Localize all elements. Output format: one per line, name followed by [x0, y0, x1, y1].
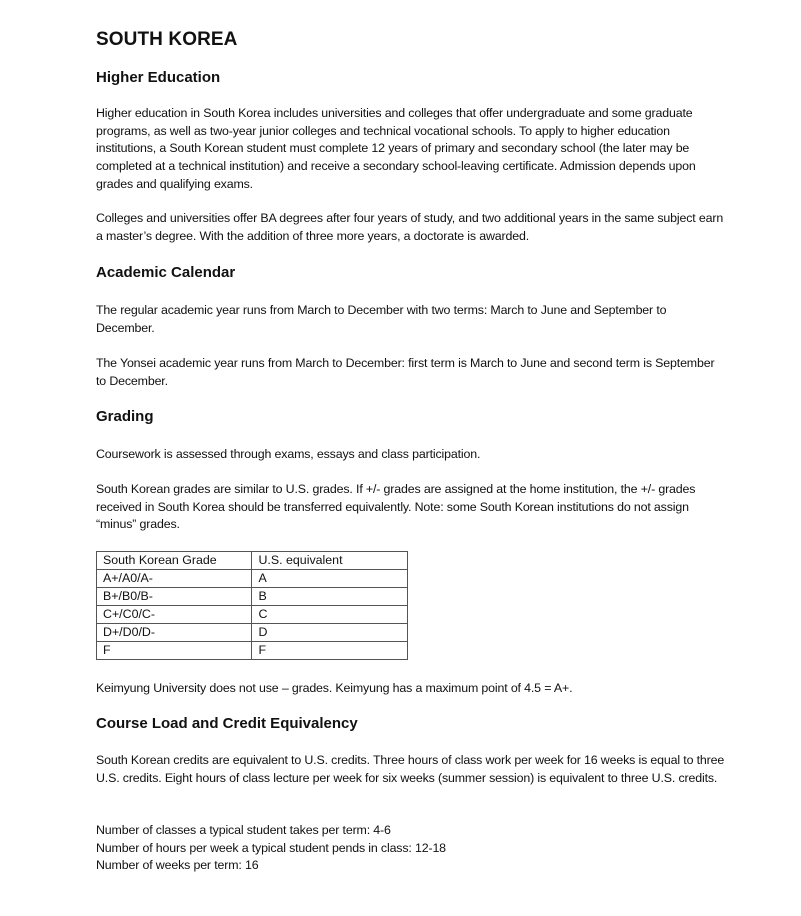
table-cell: A+/A0/A-	[97, 570, 252, 588]
fact-line: Number of classes a typical student takes per term: 4-6	[96, 823, 391, 837]
heading-course-load: Course Load and Credit Equivalency	[96, 715, 358, 732]
page-title: SOUTH KOREA	[96, 29, 238, 50]
paragraph: The regular academic year runs from March to December with two terms: March to June and September to December.	[96, 303, 667, 335]
paragraph: The Yonsei academic year runs from March to December: first term is March to June and second term is September to December.	[96, 356, 715, 388]
table-header-cell: U.S. equivalent	[252, 552, 408, 570]
table-cell: B	[252, 588, 408, 606]
grade-conversion-table	[96, 551, 408, 660]
table-cell: D	[252, 624, 408, 642]
table-cell: D+/D0/D-	[97, 624, 252, 642]
paragraph-keimyung-note: Keimyung University does not use – grades. Keimyung has a maximum point of 4.5 = A+.	[96, 681, 573, 695]
table-header-cell: South Korean Grade	[97, 552, 252, 570]
fact-line: Number of hours per week a typical student pends in class: 12-18	[96, 840, 446, 855]
table-cell: B+/B0/B-	[97, 588, 252, 606]
table-row	[97, 588, 408, 606]
table-cell: F	[97, 642, 252, 660]
paragraph: South Korean grades are similar to U.S. grades. If +/- grades are assigned at the home institution, the +/- grades received in South Korea should be transferred equivalently. Note: some South Korean institutions do not assign “minus” grades.	[96, 482, 696, 532]
heading-grading: Grading	[96, 408, 154, 425]
table-row	[97, 570, 408, 588]
table-cell: C+/C0/C-	[97, 606, 252, 624]
heading-academic-calendar: Academic Calendar	[96, 264, 236, 281]
table-cell: A	[252, 570, 408, 588]
paragraph: Higher education in South Korea includes universities and colleges that offer undergraduate and some graduate programs, as well as two-year junior colleges and technical vocational schools. To apply to higher education institutions, a South Korean student must complete 12 years of primary and secondary school (the later may be completed at a technical institution) and receive a secondary school-leaving certificate. Admission depends upon grades and qualifying exams.	[96, 106, 696, 191]
table-row	[97, 642, 408, 660]
table-cell: C	[252, 606, 408, 624]
paragraph: Colleges and universities offer BA degrees after four years of study, and two additional years in the same subject earn a master’s degree. With the addition of three more years, a doctorate is awarded.	[96, 211, 724, 243]
heading-higher-education: Higher Education	[96, 69, 221, 86]
paragraph: South Korean credits are equivalent to U.S. credits. Three hours of class work per week for 16 weeks is equal to three U.S. credits. Eight hours of class lecture per week for six weeks (summer session) is equivalent to three U.S. credits.	[96, 753, 725, 785]
fact-line: Number of weeks per term: 16	[96, 858, 259, 873]
table-row	[97, 606, 408, 624]
document-page	[96, 28, 726, 873]
table-cell: F	[252, 642, 408, 660]
paragraph: Coursework is assessed through exams, essays and class participation.	[96, 447, 481, 461]
table-row	[97, 624, 408, 642]
course-load-facts	[96, 822, 726, 875]
table-header-row	[97, 552, 408, 570]
